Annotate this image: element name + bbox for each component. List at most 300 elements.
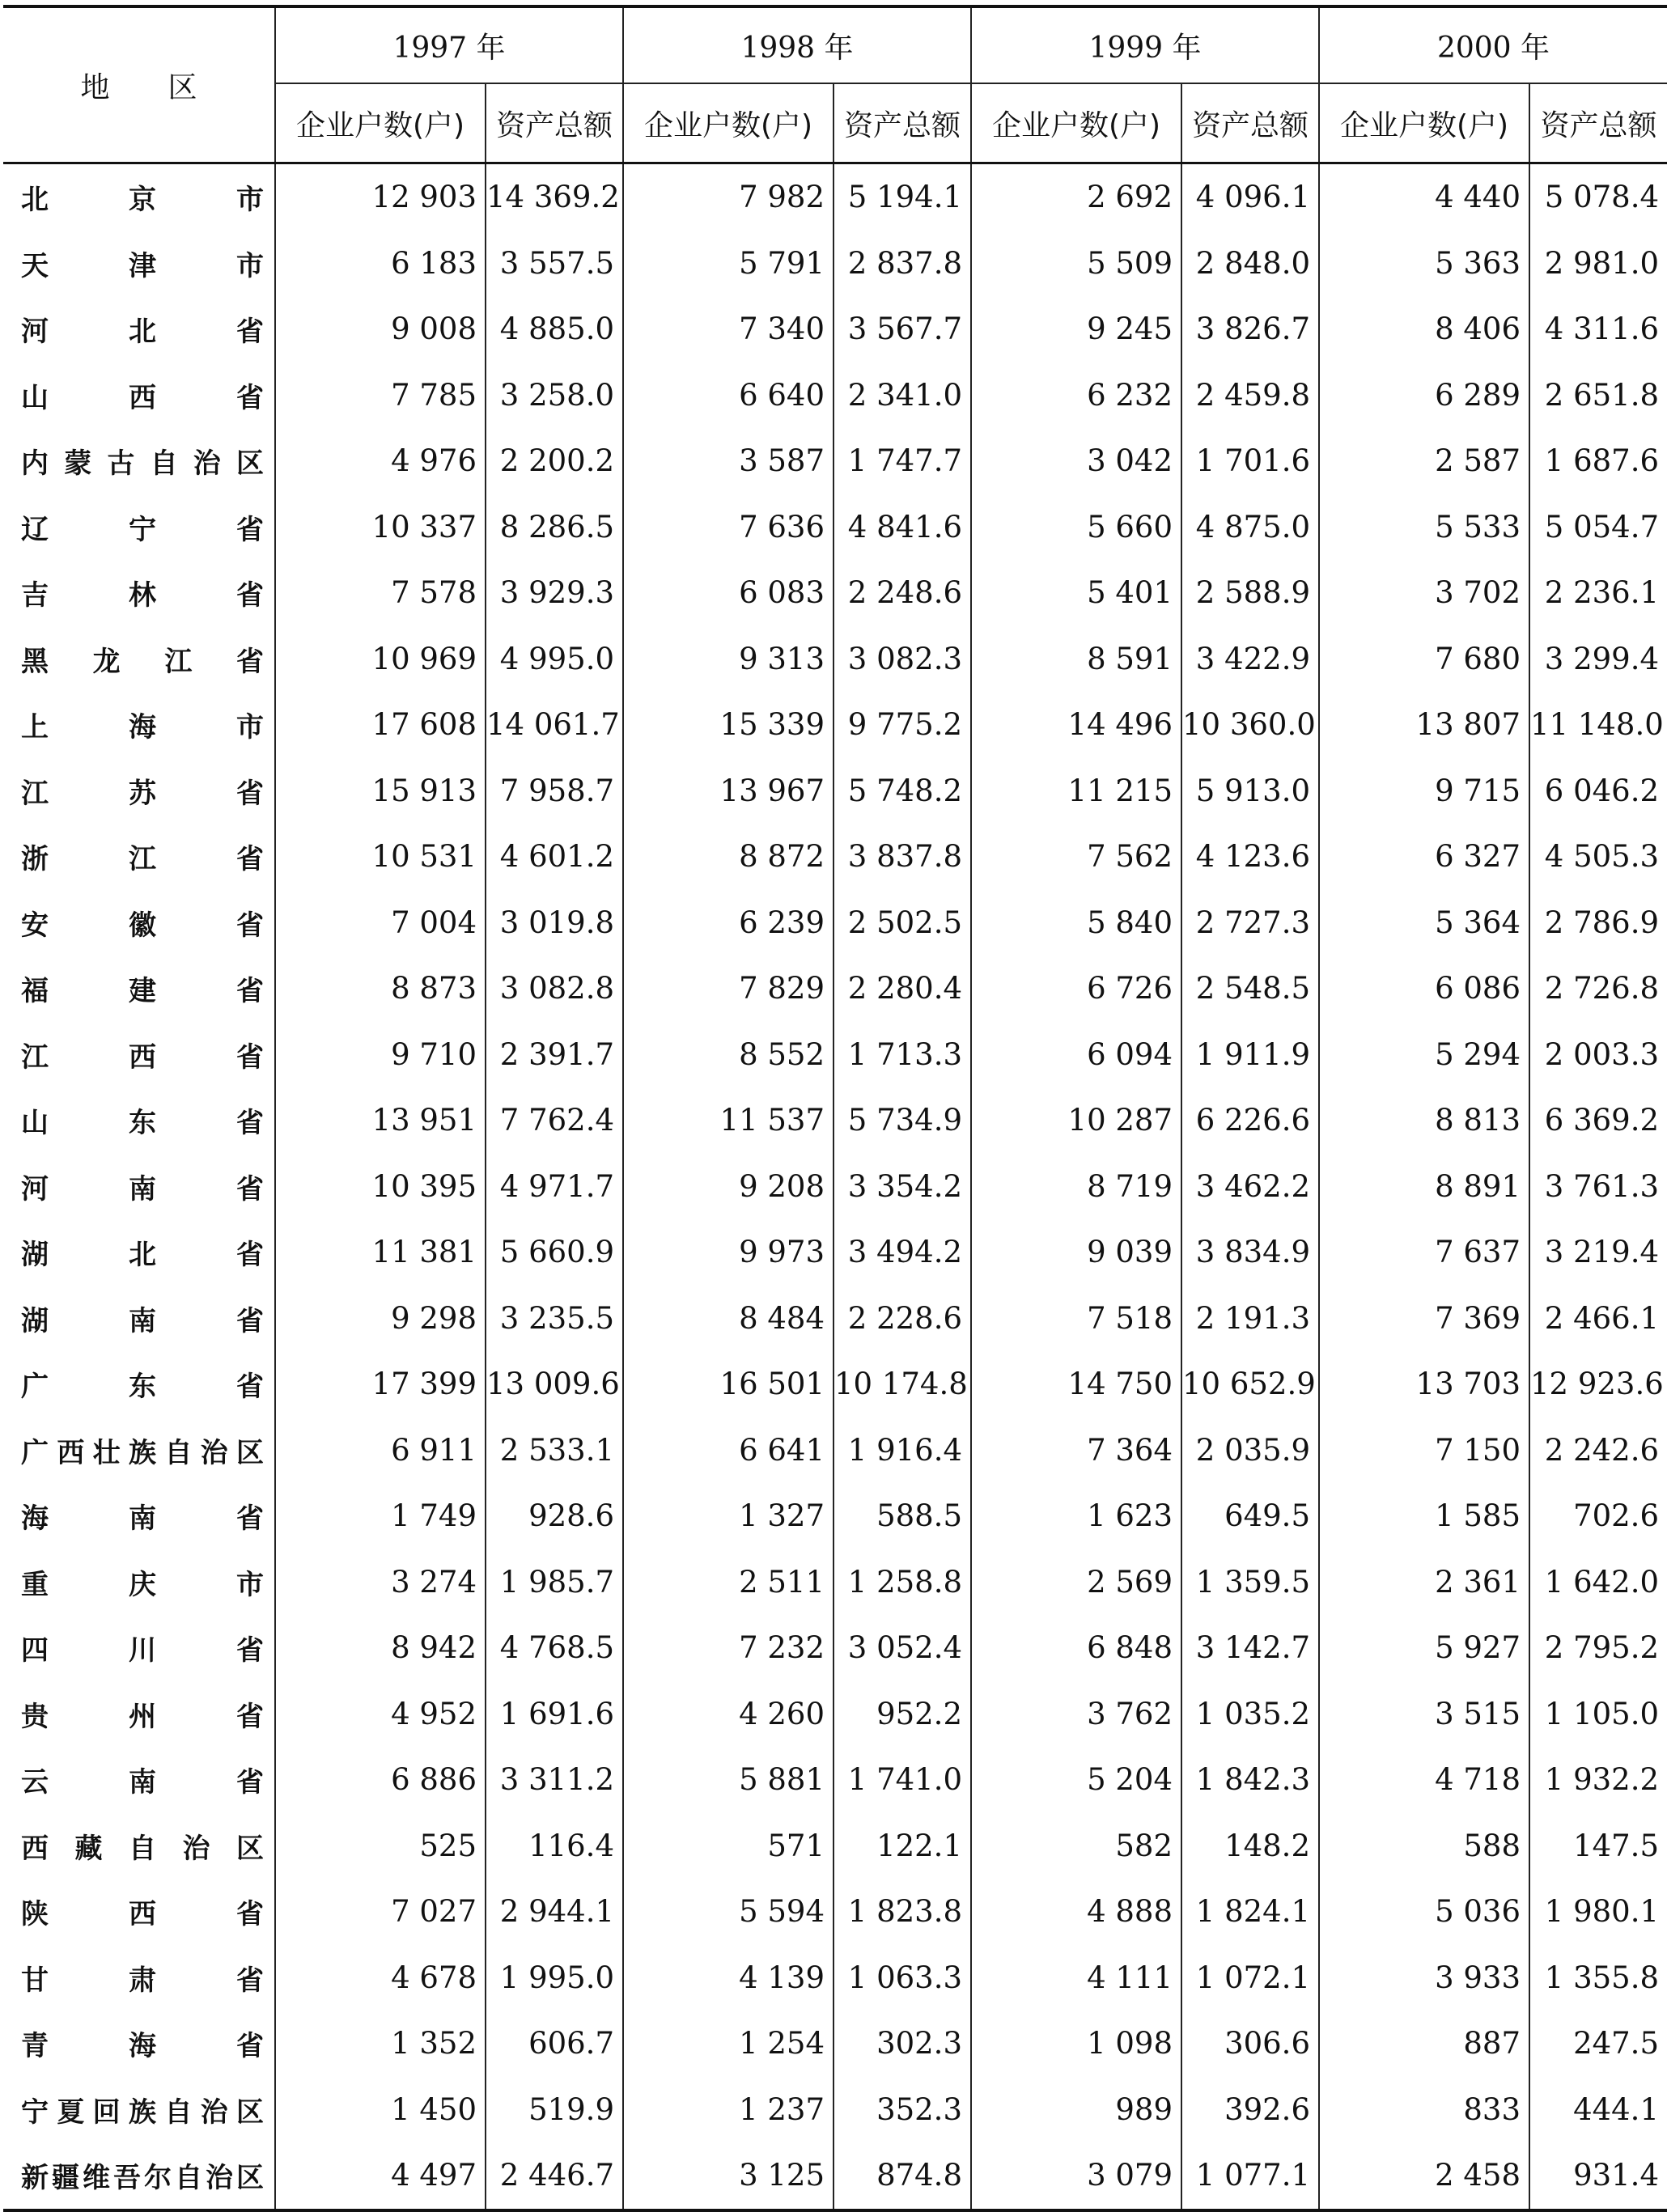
- total-assets-header: 资产总额: [486, 83, 623, 163]
- region-name: 天 津 市: [21, 249, 264, 282]
- enterprise-count-cell: 6 886: [275, 1747, 486, 1813]
- total-assets-cell: 1 355.8: [1529, 1945, 1667, 2011]
- enterprise-count-header: 企业户数(户): [623, 83, 834, 163]
- region-cell: [3, 560, 275, 626]
- enterprise-count-cell: 1 450: [275, 2077, 486, 2143]
- enterprise-count-cell: 8 719: [971, 1154, 1181, 1220]
- enterprise-count-cell: 7 562: [971, 824, 1181, 890]
- region-cell: [3, 626, 275, 693]
- enterprise-count-cell: 5 927: [1319, 1615, 1529, 1681]
- region-cell: [3, 1286, 275, 1352]
- region-name: 广 西 壮 族 自 治 区: [21, 1436, 264, 1469]
- enterprise-count-cell: 5 660: [971, 494, 1181, 561]
- total-assets-cell: 1 035.2: [1181, 1681, 1319, 1748]
- total-assets-cell: 2 446.7: [486, 2142, 623, 2210]
- region-cell: [3, 296, 275, 362]
- enterprise-count-cell: 3 933: [1319, 1945, 1529, 2011]
- total-assets-cell: 13 009.6: [486, 1351, 623, 1417]
- region-name: 上 海 市: [21, 711, 264, 744]
- total-assets-cell: 14 369.2: [486, 163, 623, 231]
- total-assets-cell: 3 837.8: [834, 824, 971, 890]
- total-assets-cell: 1 995.0: [486, 1945, 623, 2011]
- enterprise-count-header: 企业户数(户): [971, 83, 1181, 163]
- total-assets-cell: 9 775.2: [834, 692, 971, 758]
- region-name: 北 京 市: [21, 184, 264, 217]
- total-assets-cell: 5 078.4: [1529, 163, 1667, 231]
- enterprise-count-cell: 7 150: [1319, 1417, 1529, 1484]
- enterprise-count-cell: 6 094: [971, 1022, 1181, 1088]
- enterprise-count-cell: 16 501: [623, 1351, 834, 1417]
- total-assets-cell: 3 235.5: [486, 1286, 623, 1352]
- region-name: 辽 宁 省: [21, 513, 264, 546]
- total-assets-header: 资产总额: [1529, 83, 1667, 163]
- enterprise-count-cell: 7 829: [623, 956, 834, 1022]
- region-cell: [3, 494, 275, 561]
- table-row: [3, 2142, 1667, 2210]
- total-assets-cell: 147.5: [1529, 1813, 1667, 1879]
- enterprise-count-cell: 5 791: [623, 231, 834, 297]
- enterprise-count-cell: 7 578: [275, 560, 486, 626]
- enterprise-count-cell: 8 484: [623, 1286, 834, 1352]
- region-cell: [3, 1879, 275, 1945]
- region-name: 西 藏 自 治 区: [21, 1832, 264, 1865]
- enterprise-count-cell: 5 509: [971, 231, 1181, 297]
- table-row: [3, 1417, 1667, 1484]
- total-assets-cell: 14 061.7: [486, 692, 623, 758]
- region-column-header: 地 区: [80, 70, 197, 104]
- enterprise-count-cell: 571: [623, 1813, 834, 1879]
- total-assets-cell: 2 548.5: [1181, 956, 1319, 1022]
- total-assets-cell: 2 391.7: [486, 1022, 623, 1088]
- region-name: 云 南 省: [21, 1766, 264, 1799]
- enterprise-count-cell: 9 710: [275, 1022, 486, 1088]
- enterprise-count-cell: 13 703: [1319, 1351, 1529, 1417]
- enterprise-count-cell: 7 340: [623, 296, 834, 362]
- total-assets-cell: 3 462.2: [1181, 1154, 1319, 1220]
- total-assets-cell: 5 660.9: [486, 1219, 623, 1286]
- total-assets-cell: 4 885.0: [486, 296, 623, 362]
- enterprise-count-cell: 9 715: [1319, 758, 1529, 824]
- table-row: [3, 692, 1667, 758]
- enterprise-count-cell: 4 678: [275, 1945, 486, 2011]
- enterprise-count-cell: 7 004: [275, 890, 486, 956]
- region-cell: [3, 956, 275, 1022]
- enterprise-count-cell: 6 239: [623, 890, 834, 956]
- table-row: [3, 2077, 1667, 2143]
- total-assets-cell: 2 242.6: [1529, 1417, 1667, 1484]
- enterprise-count-cell: 3 702: [1319, 560, 1529, 626]
- enterprise-count-cell: 9 313: [623, 626, 834, 693]
- total-assets-cell: 1 077.1: [1181, 2142, 1319, 2210]
- total-assets-cell: 4 601.2: [486, 824, 623, 890]
- total-assets-cell: 3 557.5: [486, 231, 623, 297]
- enterprise-count-cell: 4 139: [623, 1945, 834, 2011]
- enterprise-count-cell: 8 591: [971, 626, 1181, 693]
- total-assets-cell: 122.1: [834, 1813, 971, 1879]
- enterprise-count-cell: 525: [275, 1813, 486, 1879]
- enterprise-count-cell: 7 027: [275, 1879, 486, 1945]
- total-assets-header: 资产总额: [834, 83, 971, 163]
- total-assets-cell: 2 944.1: [486, 1879, 623, 1945]
- year-header-row: [3, 6, 1667, 83]
- enterprise-count-cell: 3 042: [971, 428, 1181, 494]
- table-row: [3, 1022, 1667, 1088]
- total-assets-cell: 4 995.0: [486, 626, 623, 693]
- total-assets-cell: 5 054.7: [1529, 494, 1667, 561]
- total-assets-cell: 2 459.8: [1181, 362, 1319, 429]
- enterprise-count-cell: 4 260: [623, 1681, 834, 1748]
- year-header: 2000 年: [1319, 6, 1667, 83]
- enterprise-count-cell: 2 511: [623, 1549, 834, 1616]
- total-assets-cell: 1 985.7: [486, 1549, 623, 1616]
- enterprise-count-cell: 1 749: [275, 1483, 486, 1549]
- region-cell: [3, 1747, 275, 1813]
- enterprise-count-cell: 8 872: [623, 824, 834, 890]
- enterprise-count-cell: 10 287: [971, 1087, 1181, 1154]
- table-row: [3, 163, 1667, 231]
- enterprise-count-cell: 5 401: [971, 560, 1181, 626]
- enterprise-count-cell: 7 637: [1319, 1219, 1529, 1286]
- total-assets-cell: 5 194.1: [834, 163, 971, 231]
- region-name: 新 疆 维 吾 尔 自 治 区: [21, 2162, 264, 2195]
- total-assets-cell: 1 642.0: [1529, 1549, 1667, 1616]
- region-cell: [3, 2142, 275, 2210]
- enterprise-count-cell: 582: [971, 1813, 1181, 1879]
- enterprise-count-cell: 5 364: [1319, 890, 1529, 956]
- total-assets-cell: 2 228.6: [834, 1286, 971, 1352]
- region-name: 黑 龙 江 省: [21, 645, 264, 678]
- region-cell: [3, 758, 275, 824]
- enterprise-count-cell: 10 969: [275, 626, 486, 693]
- region-name: 吉 林 省: [21, 579, 264, 612]
- total-assets-cell: 11 148.0: [1529, 692, 1667, 758]
- enterprise-count-cell: 588: [1319, 1813, 1529, 1879]
- total-assets-cell: 2 200.2: [486, 428, 623, 494]
- total-assets-cell: 1 359.5: [1181, 1549, 1319, 1616]
- enterprise-count-cell: 9 973: [623, 1219, 834, 1286]
- total-assets-cell: 4 875.0: [1181, 494, 1319, 561]
- total-assets-cell: 2 502.5: [834, 890, 971, 956]
- table-row: [3, 956, 1667, 1022]
- total-assets-cell: 1 911.9: [1181, 1022, 1319, 1088]
- total-assets-cell: 306.6: [1181, 2011, 1319, 2077]
- enterprise-count-header: 企业户数(户): [1319, 83, 1529, 163]
- total-assets-cell: 3 422.9: [1181, 626, 1319, 693]
- total-assets-cell: 1 072.1: [1181, 1945, 1319, 2011]
- total-assets-cell: 5 913.0: [1181, 758, 1319, 824]
- enterprise-count-cell: 4 952: [275, 1681, 486, 1748]
- total-assets-cell: 3 826.7: [1181, 296, 1319, 362]
- region-name: 湖 北 省: [21, 1239, 264, 1272]
- total-assets-cell: 116.4: [486, 1813, 623, 1879]
- total-assets-cell: 1 063.3: [834, 1945, 971, 2011]
- enterprise-count-cell: 3 587: [623, 428, 834, 494]
- total-assets-cell: 519.9: [486, 2077, 623, 2143]
- total-assets-cell: 1 105.0: [1529, 1681, 1667, 1748]
- total-assets-cell: 352.3: [834, 2077, 971, 2143]
- total-assets-cell: 2 533.1: [486, 1417, 623, 1484]
- enterprise-count-cell: 5 533: [1319, 494, 1529, 561]
- total-assets-cell: 649.5: [1181, 1483, 1319, 1549]
- enterprise-count-cell: 6 086: [1319, 956, 1529, 1022]
- enterprise-count-cell: 7 785: [275, 362, 486, 429]
- total-assets-cell: 4 841.6: [834, 494, 971, 561]
- total-assets-cell: 5 734.9: [834, 1087, 971, 1154]
- enterprise-count-cell: 4 718: [1319, 1747, 1529, 1813]
- table-row: [3, 890, 1667, 956]
- total-assets-cell: 392.6: [1181, 2077, 1319, 2143]
- table-row: [3, 1945, 1667, 2011]
- total-assets-cell: 1 713.3: [834, 1022, 971, 1088]
- total-assets-cell: 12 923.6: [1529, 1351, 1667, 1417]
- enterprise-count-cell: 3 762: [971, 1681, 1181, 1748]
- enterprise-count-cell: 1 254: [623, 2011, 834, 2077]
- enterprise-count-cell: 8 942: [275, 1615, 486, 1681]
- enterprise-count-cell: 5 204: [971, 1747, 1181, 1813]
- enterprise-count-cell: 9 298: [275, 1286, 486, 1352]
- enterprise-assets-table: [3, 5, 1667, 2212]
- enterprise-count-cell: 6 640: [623, 362, 834, 429]
- table-row: [3, 1615, 1667, 1681]
- region-name: 湖 南 省: [21, 1304, 264, 1337]
- enterprise-count-cell: 6 641: [623, 1417, 834, 1484]
- region-name: 陕 西 省: [21, 1898, 264, 1931]
- enterprise-count-cell: 17 608: [275, 692, 486, 758]
- region-cell: [3, 1087, 275, 1154]
- enterprise-count-cell: 4 440: [1319, 163, 1529, 231]
- region-name: 山 西 省: [21, 381, 264, 414]
- table-row: [3, 1813, 1667, 1879]
- enterprise-count-cell: 7 518: [971, 1286, 1181, 1352]
- total-assets-cell: 1 932.2: [1529, 1747, 1667, 1813]
- enterprise-count-cell: 14 496: [971, 692, 1181, 758]
- enterprise-count-cell: 13 967: [623, 758, 834, 824]
- table-row: [3, 824, 1667, 890]
- total-assets-cell: 6 046.2: [1529, 758, 1667, 824]
- total-assets-cell: 4 123.6: [1181, 824, 1319, 890]
- table-row: [3, 758, 1667, 824]
- total-assets-cell: 2 981.0: [1529, 231, 1667, 297]
- enterprise-count-cell: 9 245: [971, 296, 1181, 362]
- table-row: [3, 1351, 1667, 1417]
- table-header: [3, 6, 1667, 163]
- total-assets-cell: 928.6: [486, 1483, 623, 1549]
- enterprise-count-cell: 2 458: [1319, 2142, 1529, 2210]
- enterprise-count-cell: 3 079: [971, 2142, 1181, 2210]
- enterprise-count-cell: 5 881: [623, 1747, 834, 1813]
- total-assets-cell: 2 280.4: [834, 956, 971, 1022]
- enterprise-count-cell: 15 339: [623, 692, 834, 758]
- total-assets-cell: 3 019.8: [486, 890, 623, 956]
- total-assets-cell: 2 191.3: [1181, 1286, 1319, 1352]
- total-assets-cell: 3 834.9: [1181, 1219, 1319, 1286]
- table-row: [3, 494, 1667, 561]
- total-assets-cell: 2 466.1: [1529, 1286, 1667, 1352]
- total-assets-cell: 3 219.4: [1529, 1219, 1667, 1286]
- total-assets-cell: 1 824.1: [1181, 1879, 1319, 1945]
- region-cell: [3, 692, 275, 758]
- region-cell: [3, 890, 275, 956]
- total-assets-cell: 148.2: [1181, 1813, 1319, 1879]
- total-assets-cell: 1 842.3: [1181, 1747, 1319, 1813]
- total-assets-cell: 2 248.6: [834, 560, 971, 626]
- table-row: [3, 362, 1667, 429]
- total-assets-cell: 702.6: [1529, 1483, 1667, 1549]
- total-assets-cell: 2 795.2: [1529, 1615, 1667, 1681]
- region-cell: [3, 231, 275, 297]
- total-assets-cell: 2 848.0: [1181, 231, 1319, 297]
- region-cell: [3, 163, 275, 231]
- enterprise-count-cell: 7 680: [1319, 626, 1529, 693]
- enterprise-count-cell: 10 395: [275, 1154, 486, 1220]
- region-name: 甘 肃 省: [21, 1964, 264, 1997]
- total-assets-cell: 7 762.4: [486, 1087, 623, 1154]
- total-assets-cell: 3 082.8: [486, 956, 623, 1022]
- total-assets-cell: 931.4: [1529, 2142, 1667, 2210]
- enterprise-count-cell: 1 585: [1319, 1483, 1529, 1549]
- region-cell: [3, 1154, 275, 1220]
- table-row: [3, 560, 1667, 626]
- total-assets-cell: 5 748.2: [834, 758, 971, 824]
- total-assets-cell: 3 929.3: [486, 560, 623, 626]
- total-assets-cell: 4 311.6: [1529, 296, 1667, 362]
- enterprise-count-cell: 1 352: [275, 2011, 486, 2077]
- region-name: 江 苏 省: [21, 777, 264, 810]
- enterprise-count-cell: 2 361: [1319, 1549, 1529, 1616]
- year-header: 1998 年: [623, 6, 971, 83]
- enterprise-count-cell: 1 327: [623, 1483, 834, 1549]
- total-assets-cell: 6 226.6: [1181, 1087, 1319, 1154]
- region-name: 安 徽 省: [21, 909, 264, 942]
- total-assets-cell: 2 588.9: [1181, 560, 1319, 626]
- table-body: [3, 163, 1667, 2210]
- region-cell: [3, 428, 275, 494]
- table-row: [3, 1154, 1667, 1220]
- year-header: 1997 年: [275, 6, 623, 83]
- region-cell: [3, 1549, 275, 1616]
- enterprise-count-cell: 15 913: [275, 758, 486, 824]
- total-assets-cell: 874.8: [834, 2142, 971, 2210]
- region-name: 河 北 省: [21, 316, 264, 349]
- total-assets-cell: 2 727.3: [1181, 890, 1319, 956]
- total-assets-cell: 3 354.2: [834, 1154, 971, 1220]
- region-cell: [3, 824, 275, 890]
- enterprise-count-cell: 14 750: [971, 1351, 1181, 1417]
- region-name: 内 蒙 古 自 治 区: [21, 447, 264, 481]
- enterprise-count-cell: 12 903: [275, 163, 486, 231]
- total-assets-cell: 3 567.7: [834, 296, 971, 362]
- enterprise-count-cell: 2 569: [971, 1549, 1181, 1616]
- region-name: 四 川 省: [21, 1634, 264, 1667]
- total-assets-cell: 2 651.8: [1529, 362, 1667, 429]
- total-assets-cell: 3 052.4: [834, 1615, 971, 1681]
- region-cell: [3, 2011, 275, 2077]
- total-assets-cell: 2 837.8: [834, 231, 971, 297]
- enterprise-count-cell: 13 807: [1319, 692, 1529, 758]
- enterprise-count-cell: 6 083: [623, 560, 834, 626]
- region-cell: [3, 1615, 275, 1681]
- region-name: 河 南 省: [21, 1172, 264, 1206]
- region-cell: [3, 1351, 275, 1417]
- total-assets-cell: 1 741.0: [834, 1747, 971, 1813]
- total-assets-cell: 1 916.4: [834, 1417, 971, 1484]
- total-assets-cell: 4 768.5: [486, 1615, 623, 1681]
- enterprise-count-cell: 11 381: [275, 1219, 486, 1286]
- table-row: [3, 1747, 1667, 1813]
- enterprise-count-cell: 17 399: [275, 1351, 486, 1417]
- total-assets-cell: 7 958.7: [486, 758, 623, 824]
- total-assets-cell: 3 299.4: [1529, 626, 1667, 693]
- total-assets-cell: 247.5: [1529, 2011, 1667, 2077]
- enterprise-count-cell: 9 208: [623, 1154, 834, 1220]
- enterprise-count-cell: 6 183: [275, 231, 486, 297]
- table-row: [3, 1219, 1667, 1286]
- region-cell: [3, 362, 275, 429]
- enterprise-count-cell: 6 848: [971, 1615, 1181, 1681]
- table-row: [3, 1483, 1667, 1549]
- region-cell: [3, 1022, 275, 1088]
- table-row: [3, 1681, 1667, 1748]
- table-row: [3, 1286, 1667, 1352]
- total-assets-cell: 4 505.3: [1529, 824, 1667, 890]
- table-row: [3, 1879, 1667, 1945]
- enterprise-count-cell: 13 951: [275, 1087, 486, 1154]
- enterprise-count-cell: 5 840: [971, 890, 1181, 956]
- enterprise-count-cell: 5 294: [1319, 1022, 1529, 1088]
- enterprise-count-cell: 6 232: [971, 362, 1181, 429]
- enterprise-count-cell: 5 594: [623, 1879, 834, 1945]
- total-assets-cell: 10 652.9: [1181, 1351, 1319, 1417]
- region-name: 青 海 省: [21, 2030, 264, 2063]
- total-assets-cell: 1 747.7: [834, 428, 971, 494]
- enterprise-count-cell: 7 232: [623, 1615, 834, 1681]
- table-row: [3, 2011, 1667, 2077]
- total-assets-cell: 3 761.3: [1529, 1154, 1667, 1220]
- enterprise-count-cell: 1 098: [971, 2011, 1181, 2077]
- total-assets-cell: 2 035.9: [1181, 1417, 1319, 1484]
- total-assets-header: 资产总额: [1181, 83, 1319, 163]
- region-name: 江 西 省: [21, 1040, 264, 1074]
- region-cell: [3, 1681, 275, 1748]
- enterprise-count-cell: 9 008: [275, 296, 486, 362]
- total-assets-cell: 1 980.1: [1529, 1879, 1667, 1945]
- region-name: 浙 江 省: [21, 843, 264, 876]
- total-assets-cell: 1 687.6: [1529, 428, 1667, 494]
- total-assets-cell: 2 003.3: [1529, 1022, 1667, 1088]
- region-name: 海 南 省: [21, 1502, 264, 1536]
- region-name: 福 建 省: [21, 975, 264, 1008]
- region-name: 重 庆 市: [21, 1568, 264, 1601]
- enterprise-count-cell: 5 036: [1319, 1879, 1529, 1945]
- region-name: 宁 夏 回 族 自 治 区: [21, 2095, 264, 2129]
- total-assets-cell: 1 691.6: [486, 1681, 623, 1748]
- total-assets-cell: 10 360.0: [1181, 692, 1319, 758]
- total-assets-cell: 3 494.2: [834, 1219, 971, 1286]
- enterprise-count-cell: 8 891: [1319, 1154, 1529, 1220]
- total-assets-cell: 2 341.0: [834, 362, 971, 429]
- region-cell: [3, 1813, 275, 1879]
- total-assets-cell: 4 971.7: [486, 1154, 623, 1220]
- enterprise-count-cell: 10 337: [275, 494, 486, 561]
- enterprise-count-cell: 4 111: [971, 1945, 1181, 2011]
- enterprise-count-cell: 11 537: [623, 1087, 834, 1154]
- enterprise-count-cell: 10 531: [275, 824, 486, 890]
- total-assets-cell: 1 823.8: [834, 1879, 971, 1945]
- total-assets-cell: 2 786.9: [1529, 890, 1667, 956]
- total-assets-cell: 2 236.1: [1529, 560, 1667, 626]
- enterprise-count-cell: 989: [971, 2077, 1181, 2143]
- total-assets-cell: 2 726.8: [1529, 956, 1667, 1022]
